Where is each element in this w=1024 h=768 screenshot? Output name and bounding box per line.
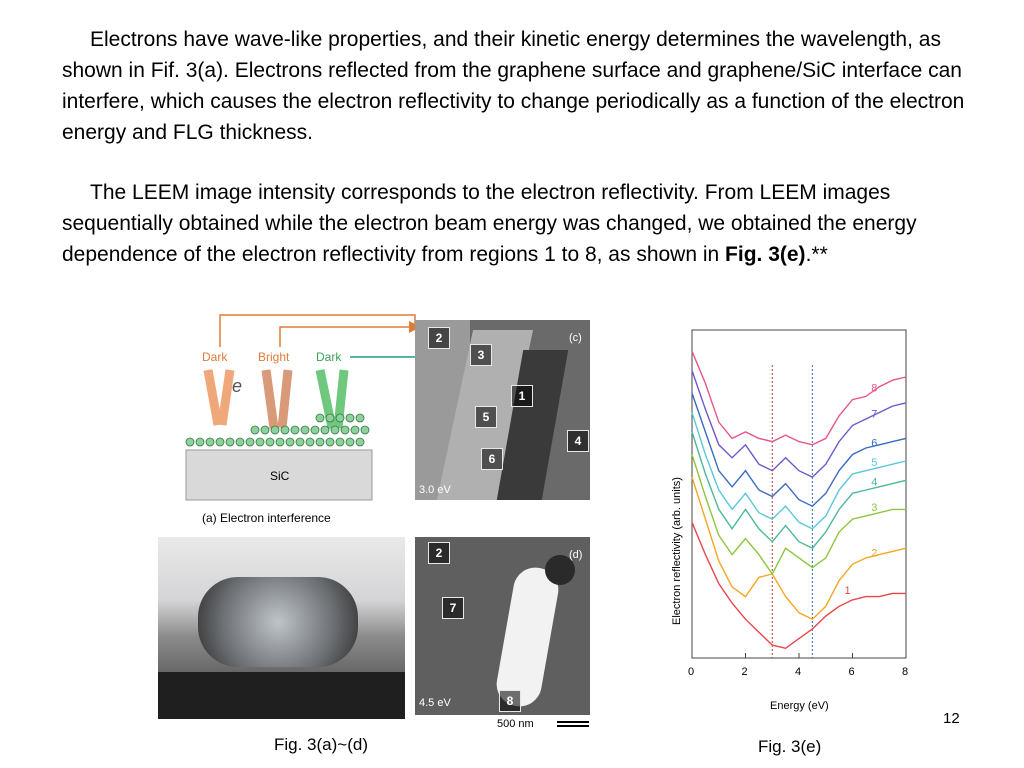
scale-bar-label: 500 nm <box>497 718 534 730</box>
region-box-1: 1 <box>511 385 533 407</box>
sic-label: SiC <box>270 469 290 483</box>
beam-bright-out <box>282 370 288 428</box>
electron-symbol: e <box>232 376 243 396</box>
connector-bright <box>280 327 418 347</box>
beam-dark-left-in <box>208 370 218 425</box>
plot-frame <box>692 330 906 658</box>
region-bright-7 <box>493 564 562 710</box>
region-box-2: 2 <box>428 327 450 349</box>
series-line-8 <box>692 351 906 445</box>
vacuum-chamber <box>198 577 358 667</box>
x-tick-label: 2 <box>741 666 748 678</box>
slide-number: 12 <box>943 710 960 727</box>
panel-label-d: (d) <box>569 549 583 561</box>
series-label-2: 2 <box>871 547 878 560</box>
figure-a-caption: (a) Electron interference <box>202 511 331 525</box>
series-label-4: 4 <box>871 476 878 489</box>
fig-3e-reference: Fig. 3(e) <box>725 243 806 266</box>
panel-label-c: (c) <box>569 332 582 344</box>
paragraph-2-suffix: .** <box>805 243 828 266</box>
series-label-8: 8 <box>871 382 878 395</box>
beam-bright-in <box>266 370 274 428</box>
beam-dark-left-out <box>222 370 230 425</box>
region-box-2: 2 <box>428 542 450 564</box>
series-labels <box>845 383 878 597</box>
label-dark-left: Dark <box>202 350 228 364</box>
series-label-5: 5 <box>871 456 878 469</box>
label-bright: Bright <box>258 350 290 364</box>
x-tick-label: 0 <box>688 666 695 678</box>
region-box-5: 5 <box>475 406 497 428</box>
series-label-3: 3 <box>871 502 878 515</box>
scale-bar <box>557 721 589 723</box>
caption-fig-3e: Fig. 3(e) <box>758 737 822 756</box>
series-label-6: 6 <box>871 437 878 450</box>
region-box-4: 4 <box>567 430 589 452</box>
region-box-7: 7 <box>442 597 464 619</box>
region-box-3: 3 <box>470 344 492 366</box>
paragraph-1-text: Electrons have wave-like properties, and their kinetic energy determines the wavelength, as shown in Fif. 3(a). Electrons reflected from the graphene surface and graphene/SiC interface can interfere, which causes the electron reflectivity to change periodically as a function of the electron energy and FLG thickness. <box>62 28 965 144</box>
connector-orange <box>220 315 415 347</box>
series-lines <box>692 351 906 648</box>
energy-label-3ev: 3.0 eV <box>419 484 451 496</box>
x-tick-label: 6 <box>848 666 855 678</box>
leem-image-45ev <box>415 537 590 715</box>
x-axis-label: Energy (eV) <box>770 700 829 712</box>
y-axis-label: Electron reflectivity (arb. units) <box>671 477 683 625</box>
paragraph-leem-intensity <box>62 177 982 270</box>
leem-image-3ev <box>415 320 590 500</box>
series-label-1: 1 <box>844 584 851 597</box>
x-tick-label: 8 <box>902 666 909 678</box>
reference-lines <box>772 365 812 658</box>
leem-instrument-photo <box>158 537 405 719</box>
paragraph-2-text: The LEEM image intensity corresponds to the electron reflectivity. From LEEM images sequentially obtained while the electron beam energy was changed, we obtained the energy dependence of the electron reflectivity from regions 1 to 8, as shown in <box>62 181 917 266</box>
label-dark-right: Dark <box>316 350 342 364</box>
x-ticks <box>688 653 908 678</box>
region-box-6: 6 <box>481 448 503 470</box>
region-box-8: 8 <box>499 690 521 712</box>
x-tick-label: 4 <box>795 666 802 678</box>
instrument-base <box>158 672 405 719</box>
series-label-7: 7 <box>871 408 878 421</box>
energy-label-45ev: 4.5 eV <box>419 697 451 709</box>
caption-fig-3a-d: Fig. 3(a)~(d) <box>274 735 368 754</box>
reflectivity-chart <box>660 325 920 720</box>
paragraph-electron-wavelength <box>62 24 982 148</box>
